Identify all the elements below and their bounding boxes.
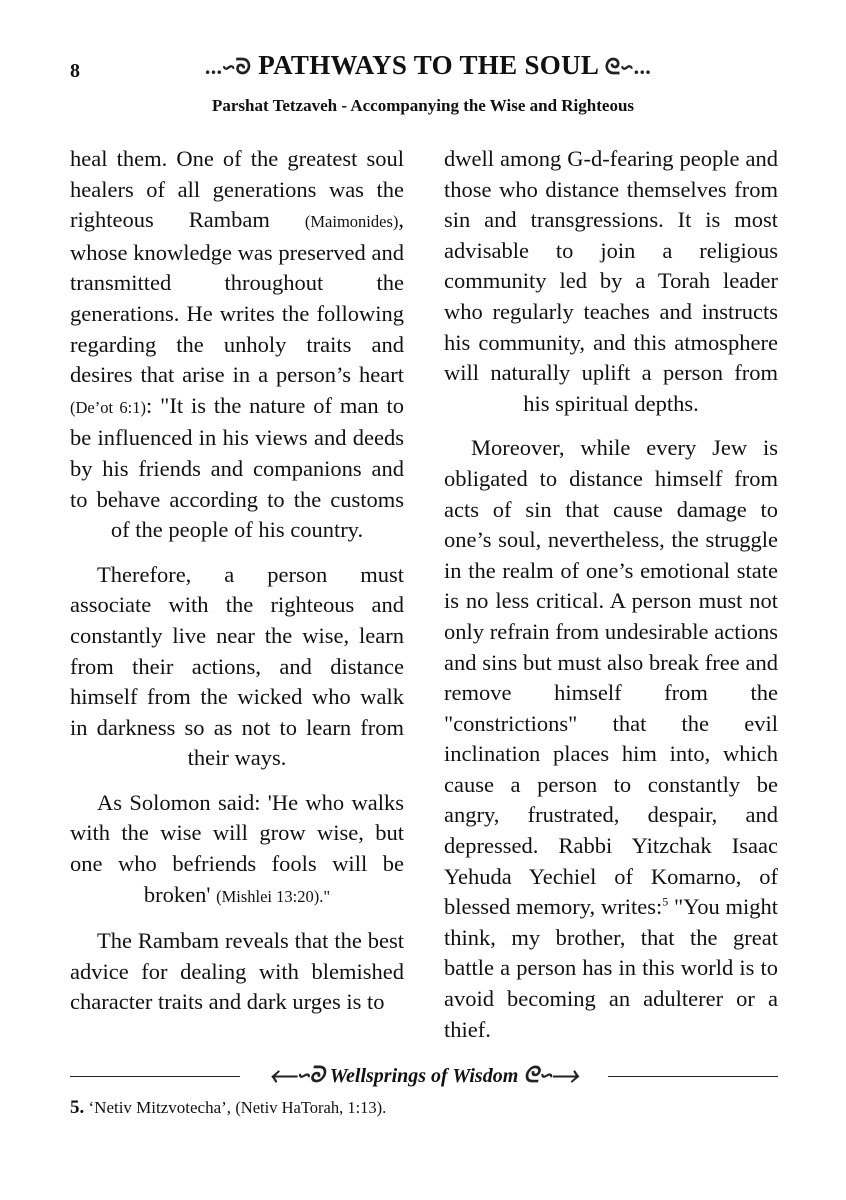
footer-ornament-left-icon: ⟵∽ᘐ xyxy=(269,1062,325,1087)
ornament-right-icon: ᘓ∽... xyxy=(604,54,652,79)
left-paragraph-4: The Rambam reveals that the best advice for dealing with blemished character traits and dark urges is to xyxy=(70,928,404,1015)
footnote-title: ‘Netiv Mitzvotecha’, xyxy=(84,1098,236,1117)
footnote-reference: (Netiv HaTorah, 1:13). xyxy=(235,1098,387,1117)
text: : "It is the nature of man to be influenced in his views and deeds by his friends and companions and to behave according to the customs of the people of his country. xyxy=(70,392,404,543)
left-paragraph-2: Therefore, a person must associate with the righteous and constantly live near the wise, learn from their actions, and distance himself from the wicked who walk in darkness so as not to learn from their ways. xyxy=(70,561,404,771)
right-paragraph-2 xyxy=(444,433,778,1045)
chapter-subtitle: Parshat Tetzaveh - Accompanying the Wise and Righteous xyxy=(211,96,635,115)
left-paragraph-3 xyxy=(70,788,404,912)
ornament-left-icon: ...∽ᘐ xyxy=(204,54,252,79)
footnote-marker: 5 xyxy=(662,894,669,909)
source-note: (Maimonides) xyxy=(304,212,399,232)
left-column xyxy=(70,144,404,1018)
right-paragraph-1: dwell among G-d-fearing people and those who distance themselves from sin and transgressions. It is most advisable to join a religious community led by a Torah leader who regularly teaches and instructs his community, and this atmosphere will naturally uplift a person from his spiritual depths. xyxy=(444,146,778,416)
left-paragraph-1 xyxy=(70,144,404,546)
footer-rule-label xyxy=(240,1062,608,1088)
right-column xyxy=(444,144,778,1045)
text: heal them. One of the greatest soul healers of all generations was the righteous Rambam xyxy=(70,146,404,233)
text: As Solomon said: 'He who walks with the wise will grow wise, but one who befriends fools will be broken' xyxy=(70,789,404,907)
source-note: (Mishlei 13:20)." xyxy=(216,886,331,906)
text: Moreover, while every Jew is obligated to distance himself from acts of sin that cause damage to one’s soul, nevertheless, the struggle in the realm of one’s emotional state is no less critical. A person must not only refrain from undesirable actions and sins but must also break free and remove himself from the "constrictions" that the evil inclination places him into, which cause a person to constantly be angry, frustrated, despair, and depressed. Rabbi Yitzchak Isaac Yehuda Yechiel of Komarno, of blessed memory, writes: xyxy=(444,435,778,920)
running-title xyxy=(128,50,728,81)
footer-rule-text: Wellsprings of Wisdom xyxy=(329,1065,519,1087)
footer-ornament-right-icon: ᘓ∽⟶ xyxy=(523,1062,579,1087)
text: "You might think, my brother, that the great battle a person has in this world is to avoid becoming an adulterer or a thief. xyxy=(444,894,778,1042)
running-title-text: PATHWAYS TO THE SOUL xyxy=(258,50,598,80)
page-number: 8 xyxy=(70,60,80,82)
text: , whose knowledge was preserved and transmitted throughout the generations. He writes the following regarding the unholy traits and desires that arise in a person’s heart xyxy=(70,207,404,388)
footnote xyxy=(70,1097,386,1119)
source-note: (De’ot 6:1) xyxy=(70,397,147,417)
footnote-number: 5. xyxy=(70,1097,85,1118)
